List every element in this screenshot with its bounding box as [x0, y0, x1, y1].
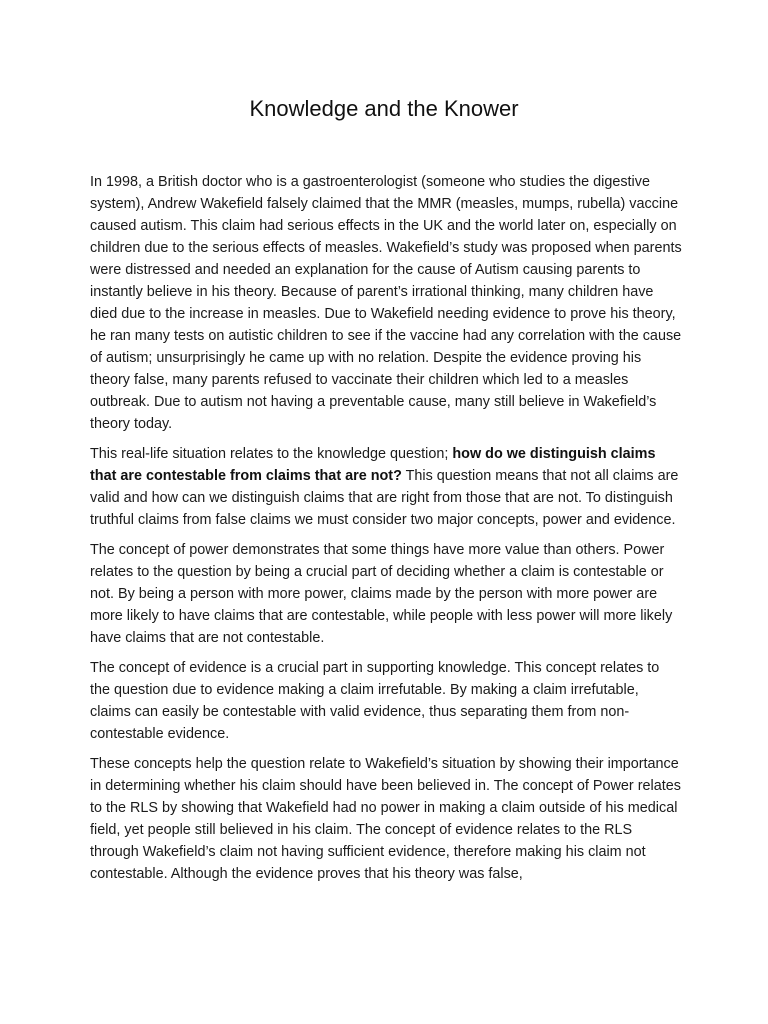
paragraph-knowledge-question [90, 443, 682, 531]
document-body [90, 171, 682, 893]
paragraph-evidence: The concept of evidence is a crucial part in supporting knowledge. This concept relates to the question due to evidence making a claim irrefutable. By making a claim irrefutable, claims can easily be contestable with valid evidence, thus separating them from non-contestable evidence. [90, 660, 660, 742]
knowledge-question-explanation: This question means that not all claims are valid and how can we distinguish claims that are right from those that are not. To distinguish truthful claims from false claims we must consider two major concepts, power and evidence. [90, 468, 679, 528]
document-title: Knowledge and the Knower [249, 96, 519, 121]
paragraph-intro: In 1998, a British doctor who is a gastroenterologist (someone who studies the digestive system), Andrew Wakefield falsely claimed that the MMR (measles, mumps, rubella) vaccine caused autism. This claim had serious effects in the UK and the world later on, especially on children due to the serious effects of measles. Wakefield’s study was proposed when parents were distressed and needed an explanation for the cause of Autism causing parents to instantly believe in his theory. Because of parent’s irrational thinking, many children have died due to the increase in measles. Due to Wakefield needing evidence to prove his theory, he ran many tests on autistic children to see if the vaccine had any correlation with the cause of autism; unsurprisingly he came up with no relation. Despite the evidence proving his theory false, many parents refused to vaccinate their children which led to a measles outbreak. Due to autism not having a preventable cause, many still believe in Wakefield’s theory today. [90, 174, 682, 432]
knowledge-question-lead: This real-life situation relates to the knowledge question; [90, 446, 453, 462]
paragraph-power: The concept of power demonstrates that some things have more value than others. Power relates to the question by being a crucial part of deciding whether a claim is contestable or not. By being a person with more power, claims made by the person with more power are more likely to have claims that are contestable, while people with less power will more likely have claims that are not contestable. [90, 542, 673, 646]
knowledge-question-bold: how do we distinguish claims that are contestable from claims that are not? [90, 446, 656, 484]
paragraph-application: These concepts help the question relate to Wakefield’s situation by showing their importance in determining whether his claim should have been believed in. The concept of Power relates to the RLS by showing that Wakefield had no power in making a claim outside of his medical field, yet people still believed in his claim. The concept of evidence relates to the RLS through Wakefield’s claim not having sufficient evidence, therefore making his claim not contestable. Although the evidence proves that his theory was false, [90, 756, 681, 882]
